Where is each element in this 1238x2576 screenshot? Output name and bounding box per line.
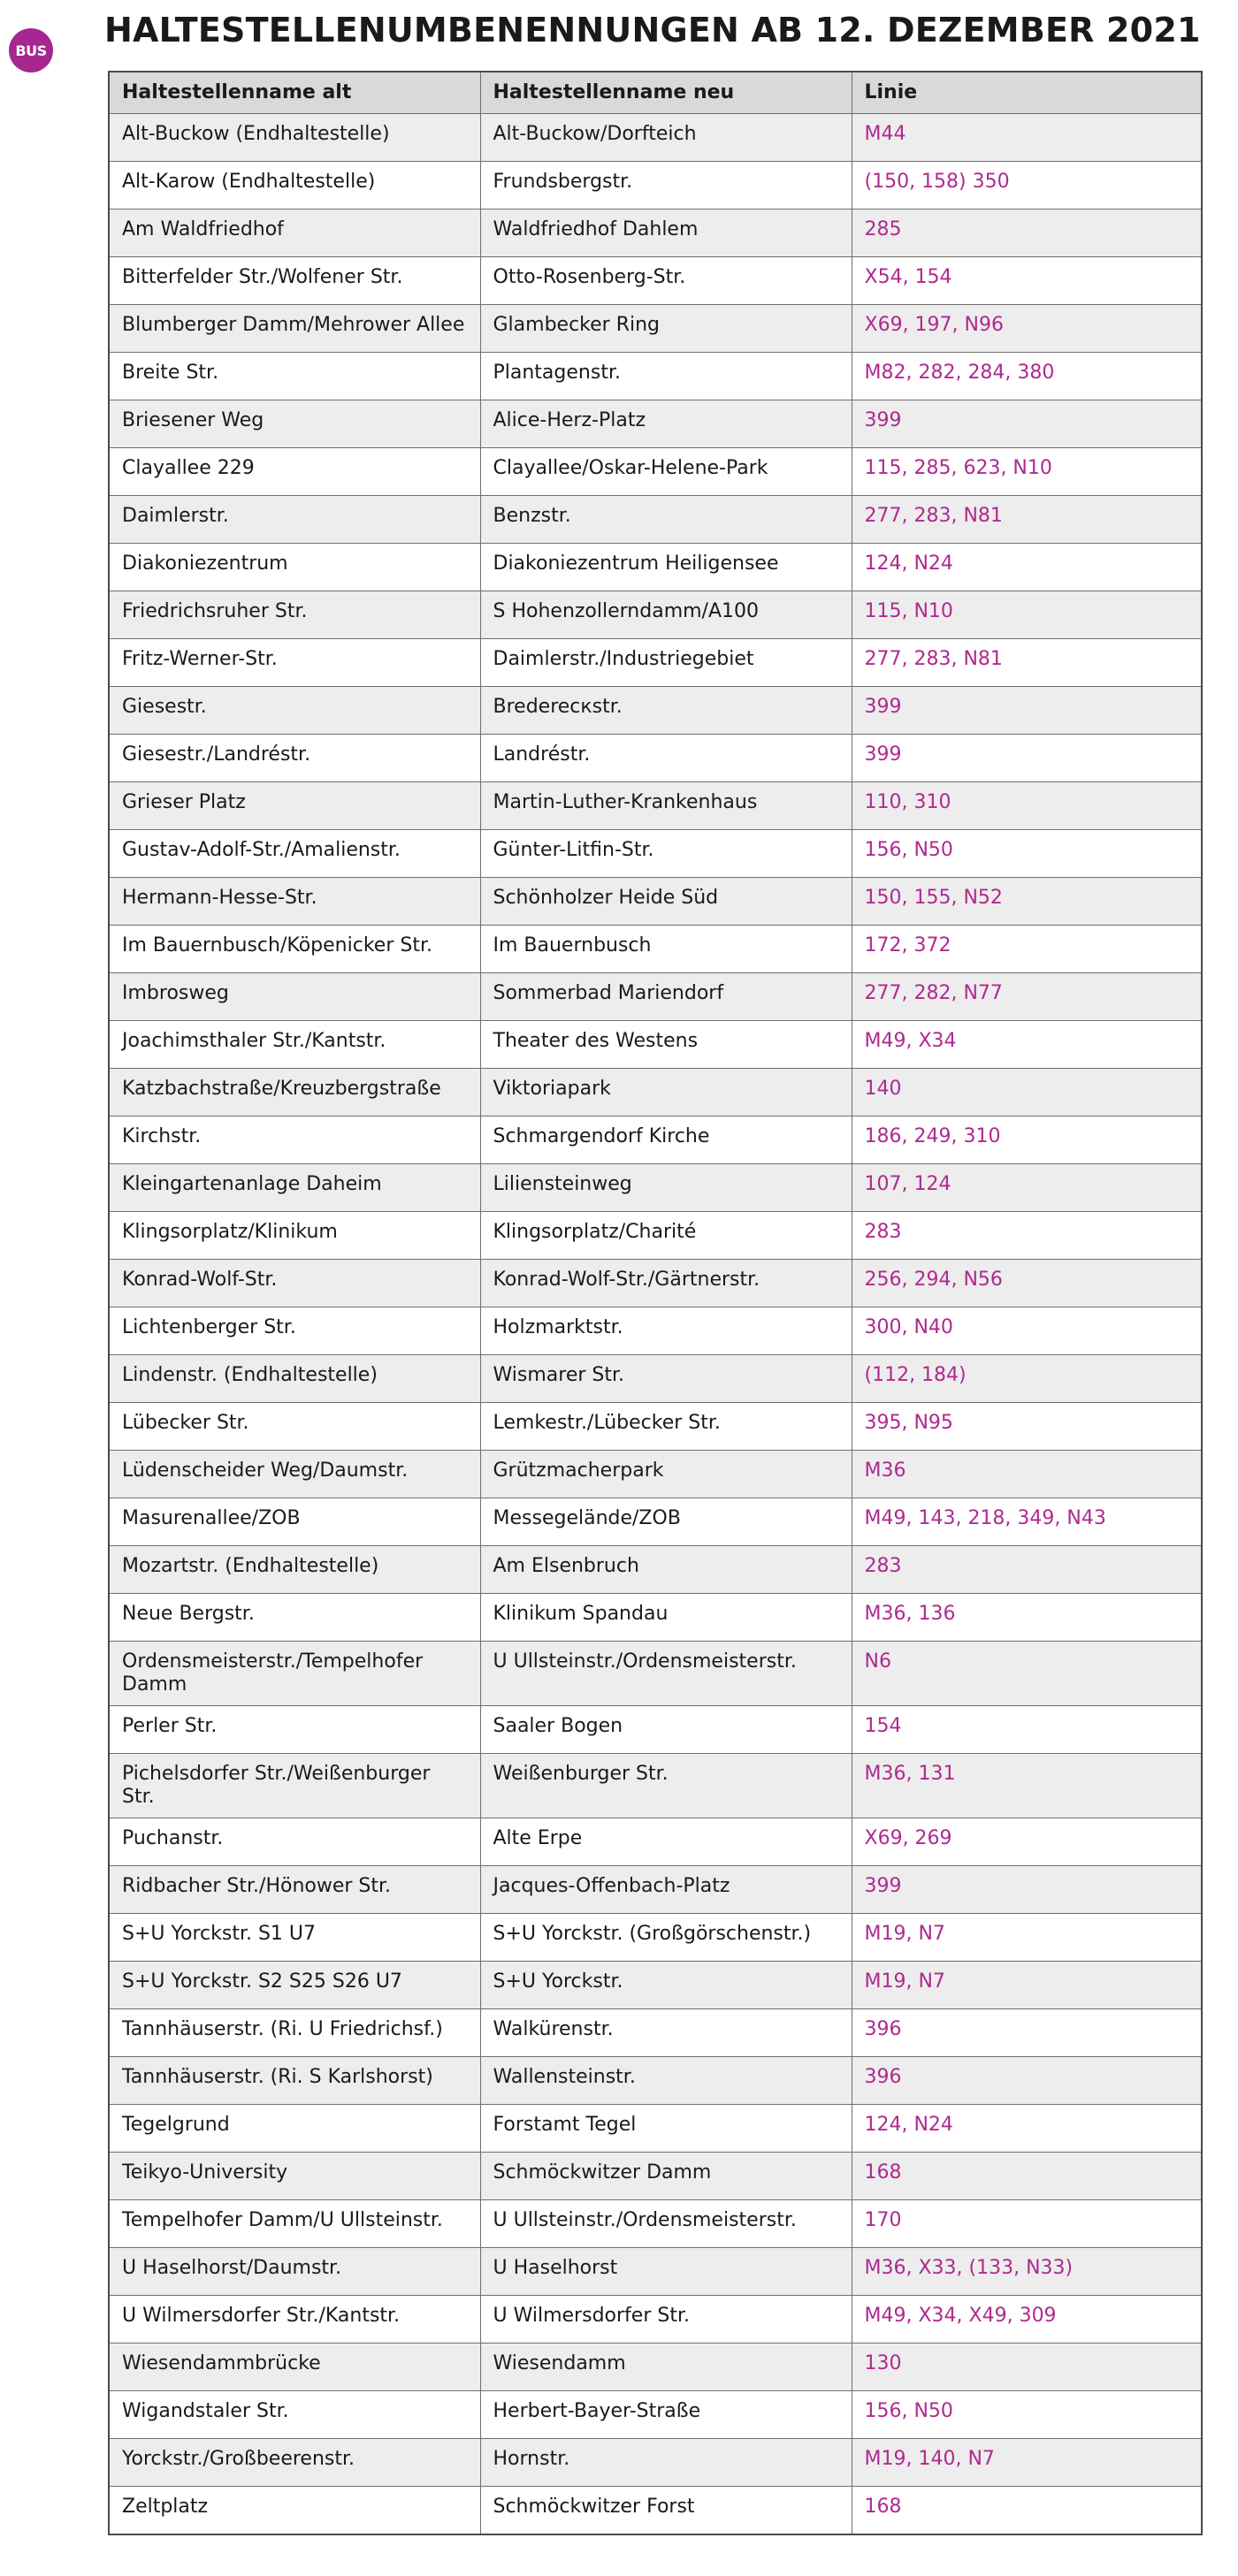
table-row: [109, 1498, 1202, 1546]
table-row: [109, 2296, 1202, 2344]
cell-lines: 277, 283, N81: [852, 496, 1202, 544]
table-row: [109, 591, 1202, 639]
table-row: [109, 1451, 1202, 1498]
cell-new-name: Plantagenstr.: [480, 353, 852, 400]
cell-old-name: Mozartstr. (Endhaltestelle): [109, 1546, 480, 1594]
cell-new-name: Alte Erpe: [480, 1818, 852, 1866]
cell-new-name: Herbert-Bayer-Straße: [480, 2391, 852, 2439]
cell-new-name: Alice-Herz-Platz: [480, 400, 852, 448]
cell-new-name: Holzmarktstr.: [480, 1307, 852, 1355]
cell-new-name: Günter-Litfin-Str.: [480, 830, 852, 878]
cell-old-name: Lichtenberger Str.: [109, 1307, 480, 1355]
cell-lines: 300, N40: [852, 1307, 1202, 1355]
cell-new-name: Alt-Buckow/Dorfteich: [480, 114, 852, 162]
cell-new-name: Theater des Westens: [480, 1021, 852, 1069]
table-row: [109, 735, 1202, 782]
cell-lines: 277, 282, N77: [852, 973, 1202, 1021]
table-row: [109, 1818, 1202, 1866]
cell-new-name: Im Bauernbusch: [480, 926, 852, 973]
cell-lines: 124, N24: [852, 544, 1202, 591]
cell-old-name: Kirchstr.: [109, 1117, 480, 1164]
cell-new-name: Waldfriedhof Dahlem: [480, 210, 852, 257]
cell-lines: (150, 158) 350: [852, 162, 1202, 210]
cell-lines: 170: [852, 2200, 1202, 2248]
cell-new-name: Clayallee/Oskar-Helene-Park: [480, 448, 852, 496]
table-row: [109, 2248, 1202, 2296]
cell-old-name: Giesestr./Landréstr.: [109, 735, 480, 782]
table-row: [109, 1164, 1202, 1212]
cell-old-name: Wigandstaler Str.: [109, 2391, 480, 2439]
cell-new-name: Messegelände/ZOB: [480, 1498, 852, 1546]
cell-lines: 156, N50: [852, 830, 1202, 878]
cell-lines: M36, 136: [852, 1594, 1202, 1642]
table-row: [109, 210, 1202, 257]
cell-new-name: Schmöckwitzer Forst: [480, 2487, 852, 2535]
cell-old-name: Am Waldfriedhof: [109, 210, 480, 257]
cell-lines: M19, N7: [852, 1962, 1202, 2009]
table-row: [109, 2153, 1202, 2200]
cell-old-name: Alt-Karow (Endhaltestelle): [109, 162, 480, 210]
cell-lines: X69, 197, N96: [852, 305, 1202, 353]
cell-lines: 115, 285, 623, N10: [852, 448, 1202, 496]
cell-new-name: Grützmacherpark: [480, 1451, 852, 1498]
cell-old-name: Tannhäuserstr. (Ri. S Karlshorst): [109, 2057, 480, 2105]
cell-lines: 168: [852, 2487, 1202, 2535]
table-row: [109, 1594, 1202, 1642]
table-row: [109, 1706, 1202, 1754]
cell-old-name: Diakoniezentrum: [109, 544, 480, 591]
cell-old-name: Tegelgrund: [109, 2105, 480, 2153]
cell-old-name: S+U Yorckstr. S2 S25 S26 U7: [109, 1962, 480, 2009]
cell-new-name: Glambecker Ring: [480, 305, 852, 353]
cell-lines: 396: [852, 2057, 1202, 2105]
cell-lines: 124, N24: [852, 2105, 1202, 2153]
column-header-line: Linie: [852, 72, 1202, 114]
cell-new-name: Frundsbergstr.: [480, 162, 852, 210]
cell-old-name: Breite Str.: [109, 353, 480, 400]
table-row: [109, 687, 1202, 735]
cell-new-name: Otto-Rosenberg-Str.: [480, 257, 852, 305]
table-row: [109, 1962, 1202, 2009]
cell-lines: 115, N10: [852, 591, 1202, 639]
cell-lines: 399: [852, 687, 1202, 735]
cell-new-name: Hornstr.: [480, 2439, 852, 2487]
cell-lines: 130: [852, 2344, 1202, 2391]
cell-new-name: Weißenburger Str.: [480, 1754, 852, 1818]
cell-old-name: Clayallee 229: [109, 448, 480, 496]
cell-new-name: Benzstr.: [480, 496, 852, 544]
cell-old-name: Konrad-Wolf-Str.: [109, 1260, 480, 1307]
cell-new-name: Liliensteinweg: [480, 1164, 852, 1212]
table-row: [109, 400, 1202, 448]
cell-new-name: Sommerbad Mariendorf: [480, 973, 852, 1021]
table-header-row: [109, 72, 1202, 114]
table-row: [109, 305, 1202, 353]
bus-badge-icon: BUS: [9, 28, 53, 72]
cell-lines: M19, 140, N7: [852, 2439, 1202, 2487]
cell-lines: 256, 294, N56: [852, 1260, 1202, 1307]
cell-lines: M19, N7: [852, 1914, 1202, 1962]
cell-old-name: U Haselhorst/Daumstr.: [109, 2248, 480, 2296]
cell-old-name: Grieser Platz: [109, 782, 480, 830]
cell-new-name: U Haselhorst: [480, 2248, 852, 2296]
cell-old-name: Katzbachstraße/Kreuzbergstraße: [109, 1069, 480, 1117]
table-row: [109, 353, 1202, 400]
table-row: [109, 2200, 1202, 2248]
table-row: [109, 2344, 1202, 2391]
cell-new-name: Viktoriapark: [480, 1069, 852, 1117]
table-row: [109, 782, 1202, 830]
table-row: [109, 448, 1202, 496]
table-row: [109, 162, 1202, 210]
cell-new-name: U Ullsteinstr./Ordensmeisterstr.: [480, 1642, 852, 1706]
table-row: [109, 496, 1202, 544]
cell-old-name: Perler Str.: [109, 1706, 480, 1754]
cell-old-name: Joachimsthaler Str./Kantstr.: [109, 1021, 480, 1069]
table-row: [109, 544, 1202, 591]
cell-old-name: Alt-Buckow (Endhaltestelle): [109, 114, 480, 162]
cell-old-name: Friedrichsruher Str.: [109, 591, 480, 639]
table-row: [109, 2057, 1202, 2105]
cell-old-name: Yorckstr./Großbeerenstr.: [109, 2439, 480, 2487]
table-row: [109, 1866, 1202, 1914]
cell-lines: M49, X34: [852, 1021, 1202, 1069]
table-row: [109, 1355, 1202, 1403]
cell-new-name: Wallensteinstr.: [480, 2057, 852, 2105]
cell-new-name: Klingsorplatz/Charité: [480, 1212, 852, 1260]
table-row: [109, 1117, 1202, 1164]
cell-lines: M44: [852, 114, 1202, 162]
cell-lines: 107, 124: [852, 1164, 1202, 1212]
cell-lines: M49, 143, 218, 349, N43: [852, 1498, 1202, 1546]
column-header-new-name: Haltestellenname neu: [480, 72, 852, 114]
cell-new-name: Landréstr.: [480, 735, 852, 782]
cell-old-name: Blumberger Damm/Mehrower Allee: [109, 305, 480, 353]
table-row: [109, 2105, 1202, 2153]
cell-lines: M82, 282, 284, 380: [852, 353, 1202, 400]
cell-old-name: Briesener Weg: [109, 400, 480, 448]
cell-lines: 172, 372: [852, 926, 1202, 973]
cell-new-name: Wiesendamm: [480, 2344, 852, 2391]
cell-new-name: Schmöckwitzer Damm: [480, 2153, 852, 2200]
renaming-table: [108, 71, 1203, 2535]
table-row: [109, 878, 1202, 926]
cell-old-name: Hermann-Hesse-Str.: [109, 878, 480, 926]
cell-lines: M36, 131: [852, 1754, 1202, 1818]
table-row: [109, 1546, 1202, 1594]
cell-new-name: Lemkestr./Lübecker Str.: [480, 1403, 852, 1451]
cell-new-name: Martin-Luther-Krankenhaus: [480, 782, 852, 830]
table-row: [109, 1212, 1202, 1260]
cell-new-name: U Wilmersdorfer Str.: [480, 2296, 852, 2344]
cell-new-name: Saaler Bogen: [480, 1706, 852, 1754]
cell-lines: 154: [852, 1706, 1202, 1754]
table-body: [109, 114, 1202, 2535]
cell-lines: (112, 184): [852, 1355, 1202, 1403]
cell-lines: M49, X34, X49, 309: [852, 2296, 1202, 2344]
cell-lines: M36, X33, (133, N33): [852, 2248, 1202, 2296]
column-header-old-name: Haltestellenname alt: [109, 72, 480, 114]
cell-old-name: Zeltplatz: [109, 2487, 480, 2535]
table-row: [109, 2487, 1202, 2535]
table-row: [109, 830, 1202, 878]
table-row: [109, 1260, 1202, 1307]
cell-old-name: Teikyo-University: [109, 2153, 480, 2200]
table-row: [109, 1403, 1202, 1451]
cell-lines: 186, 249, 310: [852, 1117, 1202, 1164]
table-row: [109, 926, 1202, 973]
cell-lines: 283: [852, 1546, 1202, 1594]
cell-old-name: Klingsorplatz/Klinikum: [109, 1212, 480, 1260]
cell-old-name: Wiesendammbrücke: [109, 2344, 480, 2391]
cell-old-name: Ordensmeisterstr./Tempelhofer Damm: [109, 1642, 480, 1706]
cell-old-name: Gustav-Adolf-Str./Amalienstr.: [109, 830, 480, 878]
cell-new-name: U Ullsteinstr./Ordensmeisterstr.: [480, 2200, 852, 2248]
cell-lines: 399: [852, 400, 1202, 448]
table-row: [109, 1642, 1202, 1706]
cell-old-name: Kleingartenanlage Daheim: [109, 1164, 480, 1212]
cell-old-name: Neue Bergstr.: [109, 1594, 480, 1642]
cell-new-name: Klinikum Spandau: [480, 1594, 852, 1642]
cell-new-name: S Hohenzollerndamm/A100: [480, 591, 852, 639]
cell-old-name: Imbrosweg: [109, 973, 480, 1021]
cell-lines: 283: [852, 1212, 1202, 1260]
cell-old-name: Ridbacher Str./Hönower Str.: [109, 1866, 480, 1914]
cell-new-name: Brederecкstr.: [480, 687, 852, 735]
cell-lines: 399: [852, 735, 1202, 782]
table-row: [109, 639, 1202, 687]
cell-old-name: Im Bauernbusch/Köpenicker Str.: [109, 926, 480, 973]
cell-old-name: Daimlerstr.: [109, 496, 480, 544]
cell-lines: 150, 155, N52: [852, 878, 1202, 926]
cell-old-name: Puchanstr.: [109, 1818, 480, 1866]
cell-lines: X69, 269: [852, 1818, 1202, 1866]
cell-old-name: Giesestr.: [109, 687, 480, 735]
table-row: [109, 1914, 1202, 1962]
cell-old-name: Lübecker Str.: [109, 1403, 480, 1451]
cell-new-name: Diakoniezentrum Heiligensee: [480, 544, 852, 591]
table-row: [109, 114, 1202, 162]
cell-old-name: Fritz-Werner-Str.: [109, 639, 480, 687]
cell-old-name: Masurenallee/ZOB: [109, 1498, 480, 1546]
cell-new-name: Schmargendorf Kirche: [480, 1117, 852, 1164]
cell-lines: 285: [852, 210, 1202, 257]
cell-new-name: Schönholzer Heide Süd: [480, 878, 852, 926]
cell-lines: 277, 283, N81: [852, 639, 1202, 687]
cell-lines: 395, N95: [852, 1403, 1202, 1451]
cell-old-name: Tannhäuserstr. (Ri. U Friedrichsf.): [109, 2009, 480, 2057]
cell-lines: M36: [852, 1451, 1202, 1498]
cell-lines: 110, 310: [852, 782, 1202, 830]
table-row: [109, 1021, 1202, 1069]
cell-new-name: Daimlerstr./Industriegebiet: [480, 639, 852, 687]
table-row: [109, 1069, 1202, 1117]
cell-new-name: Forstamt Tegel: [480, 2105, 852, 2153]
cell-old-name: Bitterfelder Str./Wolfener Str.: [109, 257, 480, 305]
table-row: [109, 2439, 1202, 2487]
cell-new-name: Walkürenstr.: [480, 2009, 852, 2057]
cell-old-name: Lindenstr. (Endhaltestelle): [109, 1355, 480, 1403]
cell-lines: 168: [852, 2153, 1202, 2200]
cell-old-name: Lüdenscheider Weg/Daumstr.: [109, 1451, 480, 1498]
cell-new-name: S+U Yorckstr. (Großgörschenstr.): [480, 1914, 852, 1962]
cell-new-name: S+U Yorckstr.: [480, 1962, 852, 2009]
page-title: HALTESTELLENUMBENENNUNGEN AB 12. DEZEMBER 2021: [104, 11, 1201, 50]
table-row: [109, 2391, 1202, 2439]
cell-old-name: Tempelhofer Damm/U Ullsteinstr.: [109, 2200, 480, 2248]
cell-old-name: S+U Yorckstr. S1 U7: [109, 1914, 480, 1962]
table-row: [109, 1754, 1202, 1818]
table-row: [109, 973, 1202, 1021]
cell-new-name: Am Elsenbruch: [480, 1546, 852, 1594]
cell-old-name: Pichelsdorfer Str./Weißenburger Str.: [109, 1754, 480, 1818]
cell-lines: 140: [852, 1069, 1202, 1117]
cell-lines: X54, 154: [852, 257, 1202, 305]
cell-lines: 396: [852, 2009, 1202, 2057]
cell-lines: 399: [852, 1866, 1202, 1914]
cell-new-name: Wismarer Str.: [480, 1355, 852, 1403]
cell-old-name: U Wilmersdorfer Str./Kantstr.: [109, 2296, 480, 2344]
table-row: [109, 257, 1202, 305]
cell-new-name: Konrad-Wolf-Str./Gärtnerstr.: [480, 1260, 852, 1307]
cell-new-name: Jacques-Offenbach-Platz: [480, 1866, 852, 1914]
table-row: [109, 1307, 1202, 1355]
table-row: [109, 2009, 1202, 2057]
cell-lines: 156, N50: [852, 2391, 1202, 2439]
cell-lines: N6: [852, 1642, 1202, 1706]
